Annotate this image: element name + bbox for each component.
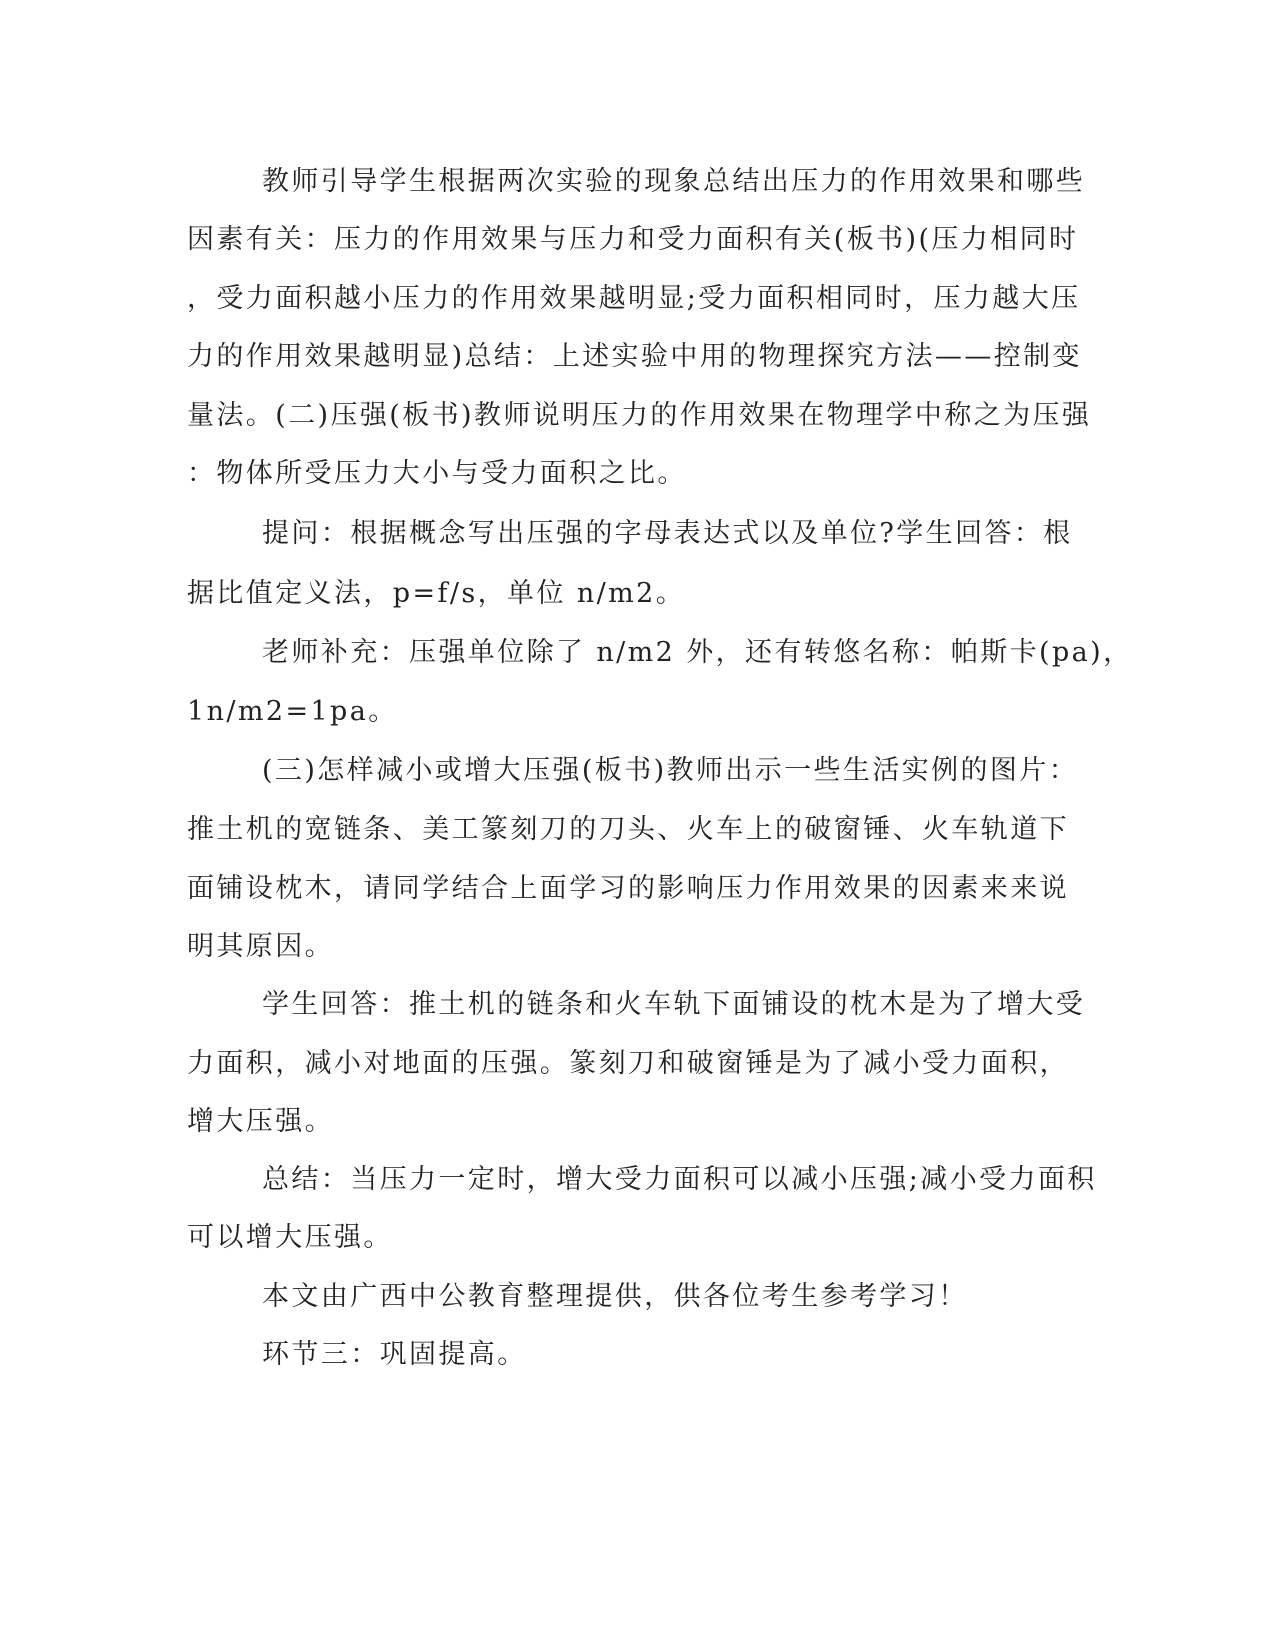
paragraph-3-line-1: 老师补充：压强单位除了 n/m2 外，还有转悠名称：帕斯卡(pa)，	[262, 637, 1133, 668]
paragraph-7-line-1: 本文由广西中公教育整理提供，供各位考生参考学习！	[262, 1281, 968, 1312]
paragraph-6-line-1: 总结：当压力一定时，增大受力面积可以减小压强;减小受力面积	[262, 1164, 1097, 1195]
paragraph-4-line-3: 面铺设枕木，请同学结合上面学习的影响压力作用效果的因素来来说	[187, 873, 1069, 904]
paragraph-4-line-4: 明其原因。	[187, 931, 334, 962]
paragraph-1-line-1: 教师引导学生根据两次实验的现象总结出压力的作用效果和哪些	[262, 166, 1086, 197]
paragraph-1-line-6: ：物体所受压力大小与受力面积之比。	[187, 458, 687, 489]
paragraph-5-line-2: 力面积，减小对地面的压强。篆刻刀和破窗锤是为了减小受力面积，	[187, 1048, 1069, 1079]
paragraph-2-line-1: 提问：根据概念写出压强的字母表达式以及单位?学生回答：根	[262, 518, 1073, 549]
paragraph-8-line-1: 环节三：巩固提高。	[262, 1339, 527, 1370]
paragraph-4-line-2: 推土机的宽链条、美工篆刻刀的刀头、火车上的破窗锤、火车轨道下	[187, 814, 1069, 845]
paragraph-5-line-1: 学生回答：推土机的链条和火车轨下面铺设的枕木是为了增大受	[262, 989, 1086, 1020]
paragraph-1-line-5: 量法。(二)压强(板书)教师说明压力的作用效果在物理学中称之为压强	[187, 400, 1092, 431]
paragraph-6-line-2: 可以增大压强。	[187, 1222, 393, 1253]
paragraph-5-line-3: 增大压强。	[187, 1106, 334, 1137]
paragraph-4-line-1: (三)怎样减小或增大压强(板书)教师出示一些生活实例的图片：	[262, 755, 1079, 786]
paragraph-1-line-2: 因素有关：压力的作用效果与压力和受力面积有关(板书)(压力相同时	[187, 224, 1079, 255]
paragraph-1-line-4: 力的作用效果越明显)总结：上述实验中用的物理探究方法——控制变	[187, 341, 1082, 372]
paragraph-2-line-2: 据比值定义法，p=f/s，单位 n/m2。	[187, 578, 686, 609]
paragraph-3-line-2: 1n/m2=1pa。	[187, 696, 398, 727]
paragraph-1-line-3: ，受力面积越小压力的作用效果越明显;受力面积相同时，压力越大压	[187, 283, 1081, 314]
